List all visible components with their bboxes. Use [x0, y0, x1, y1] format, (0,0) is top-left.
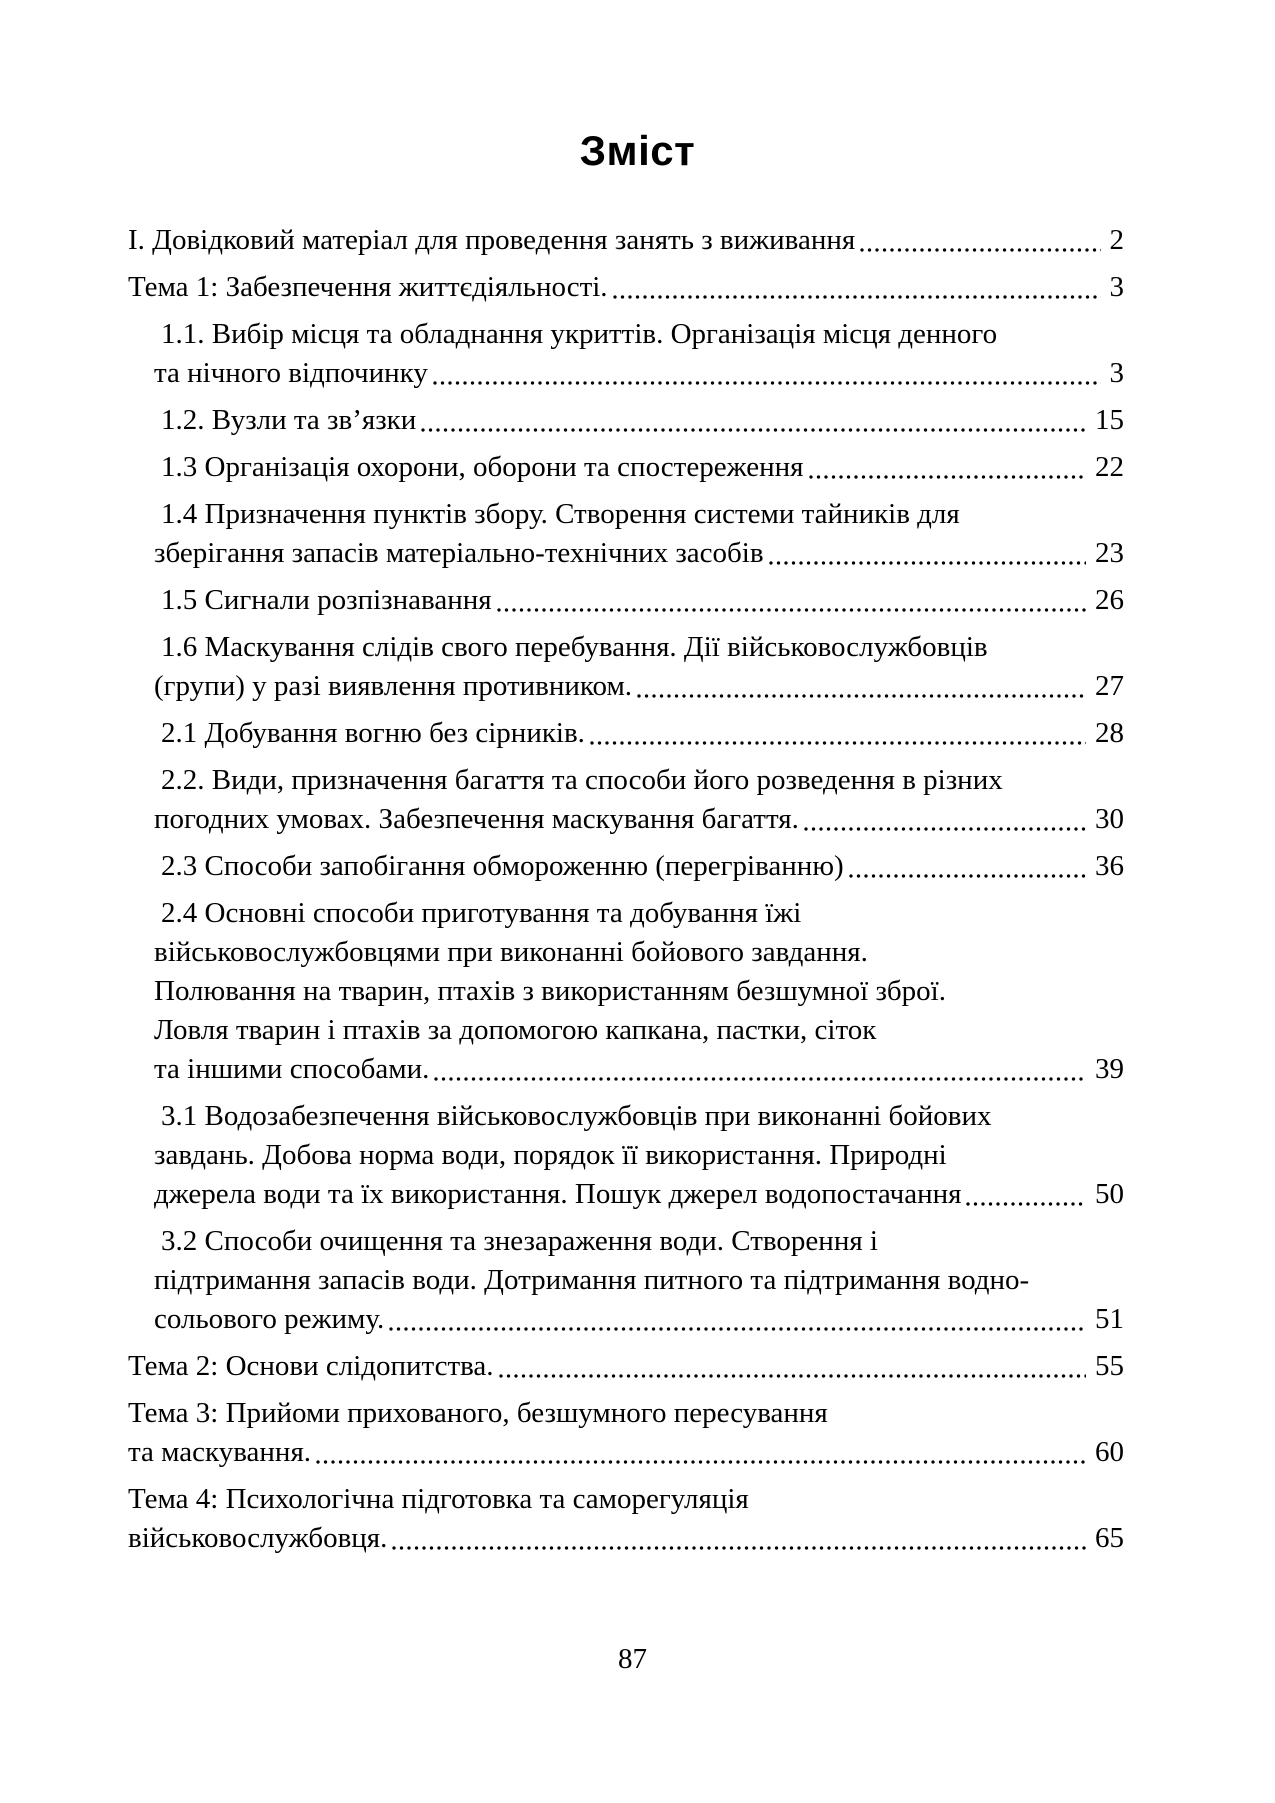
toc-entry: [128, 401, 1124, 440]
toc-page-number: 22: [1095, 451, 1124, 483]
footer-page-number: 87: [618, 1643, 647, 1675]
toc-entry-text: 3.2 Способи очищення та знезараження води. Створення і: [161, 1225, 878, 1257]
toc-line-with-page: [128, 847, 1124, 886]
dot-leader: [590, 741, 1086, 745]
dot-leader: [966, 1202, 1086, 1206]
toc-line-with-page: [128, 268, 1124, 307]
toc-entry-text: 1.5 Сигнали розпізнавання: [161, 584, 492, 616]
toc-entry-text: Тема 1: Забезпечення життєдіяльності.: [128, 271, 608, 303]
toc-line: [128, 933, 1124, 972]
dot-leader: [421, 428, 1086, 432]
dot-leader: [433, 381, 1101, 385]
toc-line-with-page: [128, 401, 1124, 440]
toc-line-with-page: [128, 714, 1124, 753]
toc-page-number: 50: [1095, 1178, 1124, 1210]
toc-page-number: 60: [1095, 1436, 1124, 1468]
toc-entry: [128, 1347, 1124, 1386]
toc-page-number: 65: [1095, 1522, 1124, 1554]
toc-line: [128, 628, 1124, 667]
toc-line-with-page: [128, 354, 1124, 393]
toc-line: [128, 1011, 1124, 1050]
toc-entry-text: підтримання запасів води. Дотримання питного та підтримання водно-: [154, 1264, 1030, 1296]
toc-entry-text: 2.2. Види, призначення багаття та способи його розведення в різних: [161, 764, 1003, 796]
toc-entry-text: 3.1 Водозабезпечення військовослужбовців при виконанні бойових: [161, 1100, 992, 1132]
toc-entry-text: погодних умовах. Забезпечення маскування багаття.: [154, 803, 799, 835]
toc-entry-text: 1.3 Організація охорони, оборони та спостереження: [161, 451, 804, 483]
toc-page-number: 3: [1109, 271, 1124, 303]
toc-page-number: 27: [1095, 670, 1124, 702]
toc-page-number: 30: [1095, 803, 1124, 835]
toc-entry-text: 1.4 Призначення пунктів збору. Створення системи тайників для: [161, 498, 960, 530]
toc-line: [128, 1222, 1124, 1261]
toc-entry-text: Полювання на тварин, птахів з використанням безшумної зброї.: [154, 975, 946, 1007]
toc-page-number: 2: [1109, 224, 1124, 256]
toc-entry: [128, 1097, 1124, 1214]
toc-line-with-page: [128, 800, 1124, 839]
toc-line: [128, 495, 1124, 534]
toc-line: [128, 894, 1124, 933]
toc-entry: [128, 495, 1124, 573]
toc-entry-text: Тема 4: Психологічна підготовка та саморегуляція: [128, 1483, 749, 1515]
toc-page-number: 3: [1109, 357, 1124, 389]
toc-line-with-page: [128, 1050, 1124, 1089]
toc-entry: [128, 221, 1124, 260]
toc-entry-text: Тема 3: Прийоми прихованого, безшумного пересування: [128, 1397, 828, 1429]
toc-page-number: 23: [1095, 537, 1124, 569]
toc-entry: [128, 628, 1124, 706]
toc-page-number: 51: [1095, 1303, 1124, 1335]
toc-entry-text: 2.4 Основні способи приготування та добування їжі: [161, 897, 802, 929]
toc-line: [128, 315, 1124, 354]
toc-entry-text: зберігання запасів матеріально-технічних засобів: [154, 537, 764, 569]
toc-entry-text: джерела води та їх використання. Пошук джерел водопостачання: [154, 1178, 962, 1210]
toc-line-with-page: [128, 1175, 1124, 1214]
toc-line: [128, 1097, 1124, 1136]
toc-entry: [128, 448, 1124, 487]
toc-page-number: 55: [1095, 1350, 1124, 1382]
toc-entry: [128, 1222, 1124, 1339]
dot-leader: [804, 827, 1086, 831]
toc-entry-text: та нічного відпочинку: [154, 357, 428, 389]
toc-line-with-page: [128, 534, 1124, 573]
toc-entry-text: військовослужбовця.: [128, 1522, 388, 1554]
dot-leader: [434, 1077, 1086, 1081]
toc-line-with-page: [128, 1519, 1124, 1558]
toc-entry-text: 1.1. Вибір місця та обладнання укриттів. Організація місця денного: [161, 318, 998, 350]
toc-entry-text: 1.2. Вузли та зв’язки: [161, 404, 417, 436]
toc-entry-text: 1.6 Маскування слідів свого перебування. Дії військовослужбовців: [161, 631, 988, 663]
toc-entry-text: сольового режиму.: [154, 1303, 385, 1335]
toc-entry-text: та іншими способами.: [154, 1053, 430, 1085]
dot-leader: [849, 874, 1086, 878]
dot-leader: [809, 475, 1087, 479]
toc-entry-text: І. Довідковий матеріал для проведення занять з виживання: [128, 224, 856, 256]
toc-page-number: 26: [1095, 584, 1124, 616]
toc-line-with-page: [128, 1433, 1124, 1472]
toc-entry: [128, 268, 1124, 307]
toc-line-with-page: [128, 667, 1124, 706]
toc-entry-text: військовослужбовцями при виконанні бойового завдання.: [154, 936, 868, 968]
dot-leader: [392, 1546, 1086, 1550]
toc-list: [128, 221, 1124, 1558]
page-title: Зміст: [579, 127, 696, 174]
toc-line: [128, 972, 1124, 1011]
toc-entry-text: 2.3 Способи запобігання обмороженню (перегріванню): [161, 850, 844, 882]
toc-page-number: 15: [1095, 404, 1124, 436]
dot-leader: [389, 1327, 1086, 1331]
toc-entry: [128, 315, 1124, 393]
toc-entry-text: 2.1 Добування вогню без сірників.: [161, 717, 585, 749]
dot-leader: [637, 694, 1086, 698]
toc-entry: [128, 761, 1124, 839]
toc-line-with-page: [128, 581, 1124, 620]
dot-leader: [497, 608, 1086, 612]
toc-line: [128, 761, 1124, 800]
toc-line-with-page: [128, 221, 1124, 260]
toc-entry: [128, 1394, 1124, 1472]
toc-line: [128, 1261, 1124, 1300]
toc-entry: [128, 1480, 1124, 1558]
toc-entry: [128, 714, 1124, 753]
dot-leader: [613, 295, 1101, 299]
dot-leader: [769, 561, 1086, 565]
toc-entry-text: та маскування.: [128, 1436, 312, 1468]
dot-leader: [316, 1460, 1086, 1464]
toc-line: [128, 1480, 1124, 1519]
toc-line-with-page: [128, 1347, 1124, 1386]
toc-line: [128, 1394, 1124, 1433]
dot-leader: [499, 1374, 1086, 1378]
toc-entry-text: Тема 2: Основи слідопитства.: [128, 1350, 494, 1382]
toc-page-number: 36: [1095, 850, 1124, 882]
toc-line-with-page: [128, 1300, 1124, 1339]
toc-page-number: 28: [1095, 717, 1124, 749]
toc-entry-text: (групи) у разі виявлення противником.: [154, 670, 633, 702]
toc-line: [128, 1136, 1124, 1175]
toc-page-number: 39: [1095, 1053, 1124, 1085]
toc-entry: [128, 581, 1124, 620]
toc-entry-text: завдань. Добова норма води, порядок її використання. Природні: [154, 1139, 947, 1171]
toc-entry: [128, 894, 1124, 1089]
toc-entry-text: Ловля тварин і птахів за допомогою капкана, пастки, сіток: [154, 1014, 877, 1046]
dot-leader: [860, 248, 1100, 252]
toc-entry: [128, 847, 1124, 886]
toc-line-with-page: [128, 448, 1124, 487]
